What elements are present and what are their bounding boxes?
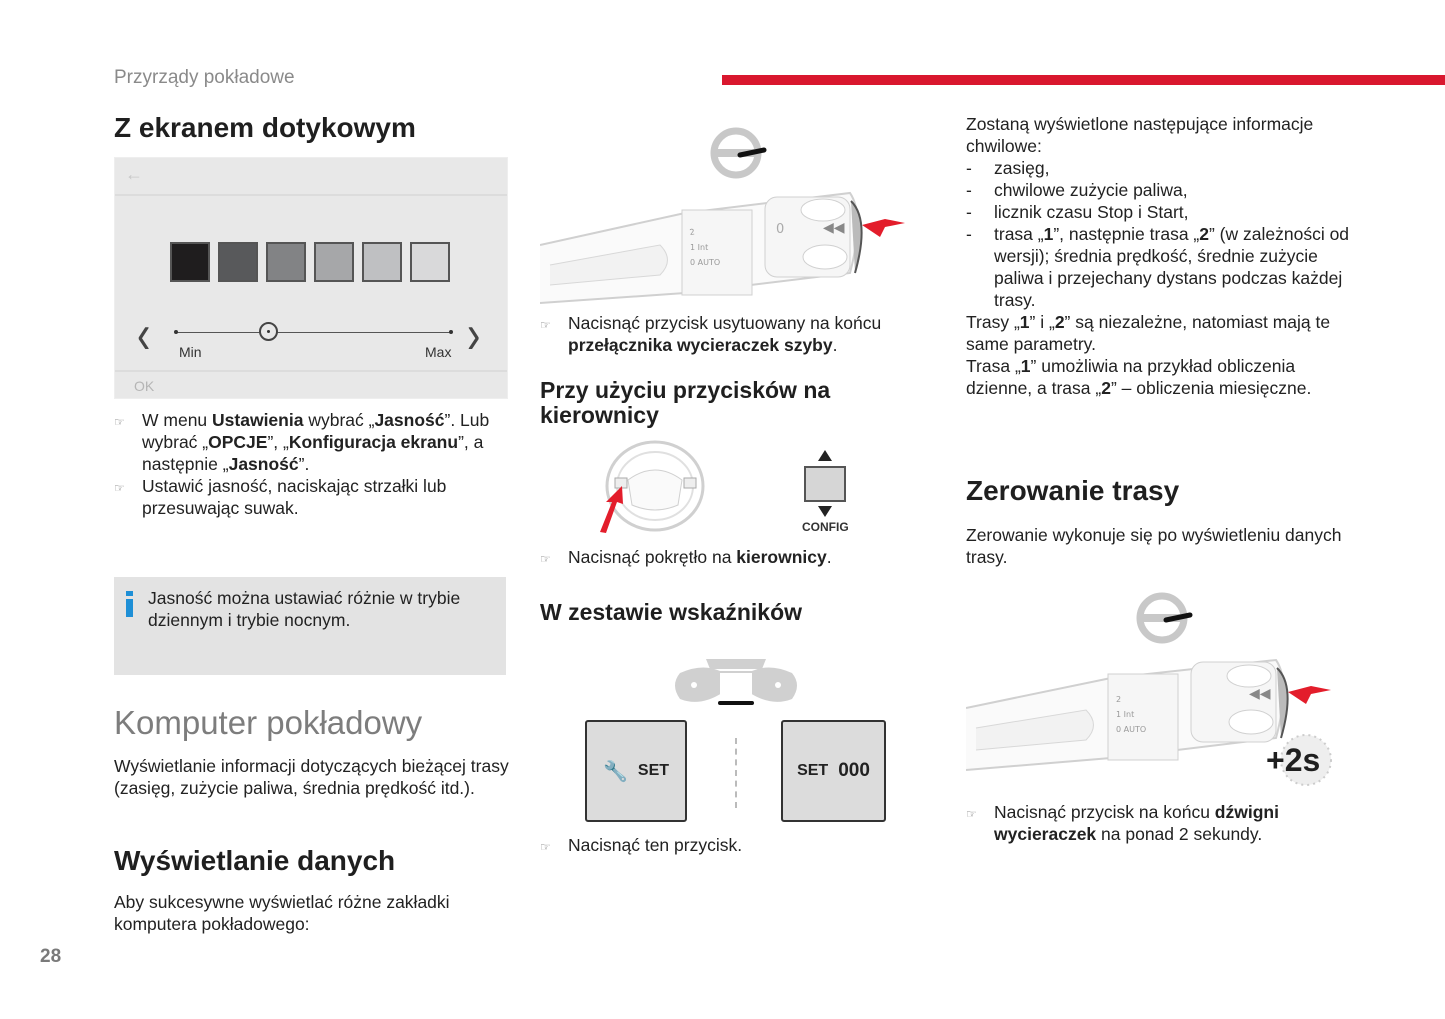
- computer-title: Komputer pokładowy: [114, 704, 423, 741]
- svg-text:0 AUTO: 0 AUTO: [1116, 725, 1147, 734]
- chevron-left-icon[interactable]: ‹: [137, 304, 151, 366]
- brightness-screen-illustration: [114, 157, 508, 399]
- svg-text:◀◀: ◀◀: [1249, 686, 1271, 702]
- svg-text:2: 2: [689, 227, 696, 237]
- brightness-swatch[interactable]: [218, 242, 258, 282]
- bullet-text: Nacisnąć ten przycisk.: [568, 835, 743, 855]
- brightness-swatches: [170, 242, 450, 282]
- list-item-text: licznik czasu Stop i Start,: [994, 202, 1189, 222]
- set-reset-button[interactable]: [781, 720, 886, 822]
- wheel-buttons-title: Przy użyciu przycisków na kierownicy: [540, 377, 831, 428]
- back-arrow-icon[interactable]: ←: [125, 164, 143, 184]
- slider-max-label: Max: [425, 344, 452, 360]
- scroll-up-icon: [818, 450, 832, 461]
- trip-intro: Zostaną wyświetlone następujące informacje chwilowe:: [966, 114, 1314, 156]
- set-label: SET: [797, 762, 829, 779]
- bullet-text: W menu Ustawienia wybrać „Jasność”. Lub wybrać „OPCJE”, „Konfiguracja ekranu”, a następnie „Jasność”.: [142, 410, 490, 474]
- dash-bullet: -: [966, 180, 972, 200]
- steering-wheel-icon: [1140, 596, 1190, 640]
- reset-title: Zerowanie trasy: [966, 475, 1180, 506]
- scroll-down-icon: [818, 506, 832, 517]
- pointing-hand-icon: ☞: [966, 807, 977, 821]
- config-label: CONFIG: [802, 520, 849, 534]
- brightness-swatch[interactable]: [314, 242, 354, 282]
- list-item: [966, 201, 1366, 223]
- pointing-hand-icon: ☞: [540, 840, 551, 854]
- dash-bullet: -: [966, 224, 972, 244]
- list-item-text: chwilowe zużycie paliwa,: [994, 180, 1188, 200]
- list-item: [540, 312, 915, 356]
- brightness-slider-track[interactable]: [176, 332, 451, 333]
- computer-text: Wyświetlanie informacji dotyczących bieżącej trasy (zasięg, zużycie paliwa, średnia prędkość itd.).: [114, 756, 509, 798]
- page-number: 28: [40, 946, 62, 967]
- steering-wheel-icon: [598, 440, 708, 535]
- bullet-text: Nacisnąć przycisk usytuowany na końcu przełącznika wycieraczek szyby.: [568, 313, 882, 355]
- list-item: [966, 223, 1366, 311]
- list-item: [966, 179, 1366, 201]
- list-item: [966, 801, 1346, 845]
- trip-info-block: [966, 113, 1366, 399]
- steering-wheel-icon: [714, 131, 764, 175]
- cluster-title: W zestawie wskaźników: [540, 599, 803, 625]
- svg-text:1 Int: 1 Int: [690, 243, 709, 252]
- display-text: Aby sukcesywne wyświetlać różne zakładki komputera pokładowego:: [114, 892, 450, 934]
- screen-topbar: [115, 158, 507, 196]
- list-item: [114, 409, 494, 475]
- touchscreen-title: Z ekranem dotykowym: [114, 112, 416, 143]
- header-accent-bar: [722, 75, 1445, 85]
- brightness-swatch[interactable]: [362, 242, 402, 282]
- brightness-swatch[interactable]: [170, 242, 210, 282]
- list-item: [114, 475, 494, 519]
- info-note-text: Jasność można ustawiać różnie w trybie dziennym i trybie nocnym.: [148, 588, 461, 630]
- svg-text:0 AUTO: 0 AUTO: [690, 258, 721, 267]
- separator-dashed: [735, 738, 739, 808]
- screen-bottombar: [115, 370, 507, 400]
- pointing-hand-icon: ☞: [114, 415, 125, 429]
- brightness-swatch[interactable]: [410, 242, 450, 282]
- dash-bullet: -: [966, 202, 972, 222]
- set-button-wrench[interactable]: [585, 720, 687, 822]
- list-item: [540, 546, 915, 570]
- config-button[interactable]: [804, 466, 846, 502]
- display-title: Wyświetlanie danych: [114, 845, 396, 876]
- svg-text:0: 0: [776, 222, 785, 237]
- set-value: 000: [838, 760, 870, 781]
- bullet-text: Nacisnąć pokrętło na kierownicy.: [568, 547, 832, 567]
- info-note: [114, 577, 506, 675]
- chevron-right-icon[interactable]: ›: [467, 304, 481, 366]
- set-label: SET: [637, 762, 670, 779]
- wiper-stalk-illustration: [540, 125, 910, 305]
- ok-button[interactable]: OK: [134, 378, 155, 394]
- bullet-text: Ustawić jasność, naciskając strzałki lub przesuwając suwak.: [142, 476, 447, 518]
- trip-para-2: Trasa „1” umożliwia na przykład obliczenia dzienne, a trasa „2” – obliczenia miesięczne.: [966, 356, 1312, 398]
- dash-bullet: -: [966, 158, 972, 178]
- list-item-text: zasięg,: [994, 158, 1050, 178]
- bullet-text: Nacisnąć przycisk na końcu dźwigni wycieraczek na ponad 2 sekundy.: [994, 802, 1279, 844]
- info-icon: [126, 591, 133, 617]
- section-label: Przyrządy pokładowe: [114, 67, 295, 88]
- svg-text:2: 2: [1116, 695, 1122, 704]
- brightness-instructions: [114, 409, 494, 519]
- instrument-cluster-icon: [670, 655, 802, 707]
- slider-max-dot: [449, 330, 453, 334]
- svg-text:◀◀: ◀◀: [823, 220, 845, 236]
- svg-text:1 Int: 1 Int: [1116, 710, 1135, 719]
- reset-text: Zerowanie wykonuje się po wyświetleniu danych trasy.: [966, 525, 1342, 567]
- pointing-hand-icon: ☞: [114, 481, 125, 495]
- wrench-icon: 🔧: [602, 760, 628, 783]
- slider-min-label: Min: [179, 344, 202, 360]
- list-item-text: trasa „1”, następnie trasa „2” (w zależności od wersji); średnia prędkość, średnie zużycie paliwa i przejechany dystans podczas każdej trasy.: [994, 224, 1350, 310]
- pointing-hand-icon: ☞: [540, 552, 551, 566]
- list-item: [540, 834, 915, 858]
- brightness-slider-knob[interactable]: [259, 322, 278, 341]
- hold-2s-badge: +2s: [1266, 742, 1321, 778]
- brightness-swatch[interactable]: [266, 242, 306, 282]
- pointing-hand-icon: ☞: [540, 318, 551, 332]
- list-item: [966, 157, 1366, 179]
- trip-info-list: [966, 157, 1366, 311]
- trip-para-1: Trasy „1” i „2” są niezależne, natomiast mają te same parametry.: [966, 312, 1331, 354]
- slider-min-dot: [174, 330, 178, 334]
